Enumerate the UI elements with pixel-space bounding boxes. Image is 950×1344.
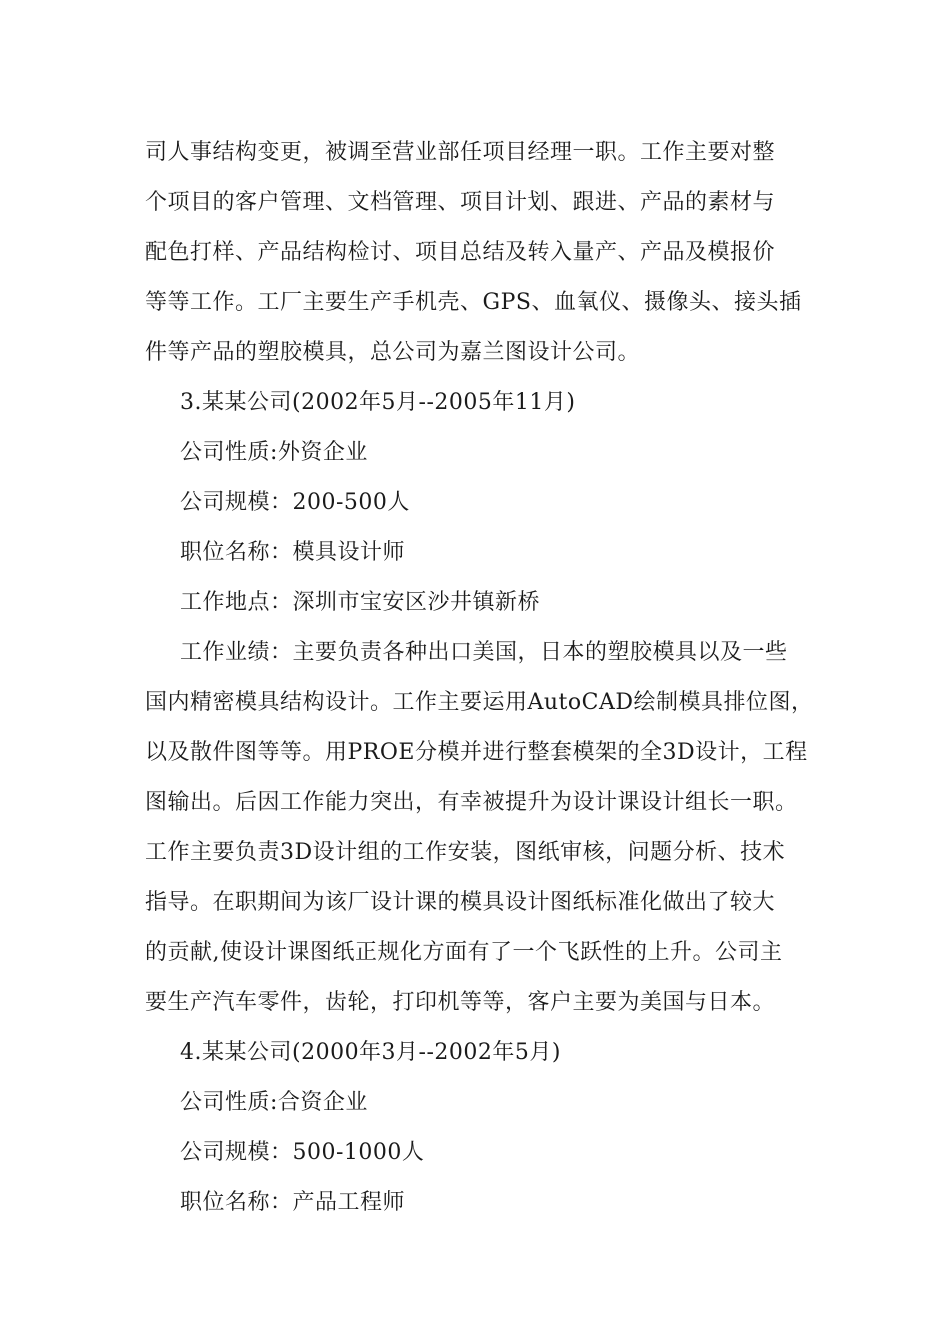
- company-4-section: [145, 1028, 795, 1228]
- company-3-scale: 公司规模：200-500人: [180, 490, 410, 515]
- company-3-performance: [145, 628, 814, 1028]
- company-4-heading: 4.某某公司(2000年3月--2002年5月): [180, 1040, 561, 1065]
- company-3-position: 职位名称：模具设计师: [180, 540, 406, 565]
- paragraph-line: 国内精密模具结构设计。工作主要运用AutoCAD绘制模具排位图，: [145, 690, 814, 715]
- paragraph-line: 工作主要负责3D设计组的工作安装，图纸审核，问题分析、技术: [145, 840, 786, 865]
- document-page: [145, 128, 814, 1228]
- company-3-nature: 公司性质:外资企业: [180, 440, 368, 465]
- company-3-section: [145, 378, 814, 1028]
- paragraph-line: 的贡献,使设计课图纸正规化方面有了一个飞跃性的上升。公司主: [145, 940, 783, 965]
- paragraph-line: 个项目的客户管理、文档管理、项目计划、跟进、产品的素材与: [145, 190, 776, 215]
- previous-job-description: [145, 128, 802, 378]
- paragraph-line: 以及散件图等等。用PROE分模并进行整套模架的全3D设计，工程: [145, 740, 808, 765]
- paragraph-line: 图输出。后因工作能力突出，有幸被提升为设计课设计组长一职。: [145, 790, 798, 815]
- company-4-position: 职位名称：产品工程师: [180, 1190, 406, 1215]
- paragraph-line: 件等产品的塑胶模具，总公司为嘉兰图设计公司。: [145, 340, 641, 365]
- paragraph-line: 等等工作。工厂主要生产手机壳、GPS、血氧仪、摄像头、接头插: [145, 290, 802, 315]
- paragraph-line: 配色打样、产品结构检讨、项目总结及转入量产、产品及模报价: [145, 240, 776, 265]
- paragraph-line: 要生产汽车零件，齿轮，打印机等等，客户主要为美国与日本。: [145, 990, 776, 1015]
- company-4-scale: 公司规模：500-1000人: [180, 1140, 425, 1165]
- company-3-heading: 3.某某公司(2002年5月--2005年11月): [180, 390, 576, 415]
- company-4-nature: 公司性质:合资企业: [180, 1090, 368, 1115]
- paragraph-line: 指导。在职期间为该厂设计课的模具设计图纸标准化做出了较大: [145, 890, 776, 915]
- paragraph-line: 工作业绩：主要负责各种出口美国，日本的塑胶模具以及一些: [180, 640, 788, 665]
- company-3-location: 工作地点：深圳市宝安区沙井镇新桥: [180, 590, 541, 615]
- paragraph-line: 司人事结构变更，被调至营业部任项目经理一职。工作主要对整: [145, 140, 776, 165]
